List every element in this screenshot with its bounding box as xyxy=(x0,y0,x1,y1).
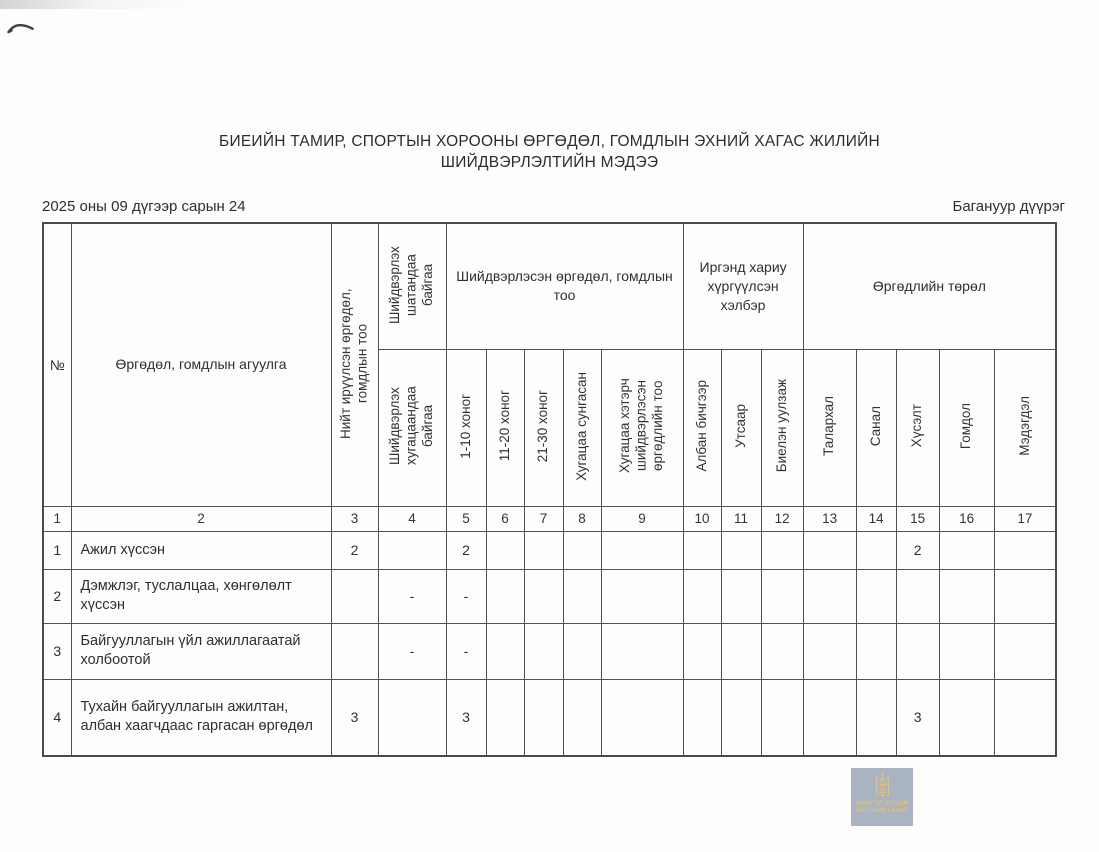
header-sub-gratitude: Талархал xyxy=(803,349,856,506)
column-index-cell: 6 xyxy=(486,506,524,531)
data-cell xyxy=(563,679,601,756)
column-index-cell: 7 xyxy=(524,506,563,531)
table-row xyxy=(43,623,1056,679)
data-cell xyxy=(683,623,721,679)
data-cell xyxy=(563,623,601,679)
data-cell xyxy=(563,569,601,623)
row-content-cell: Байгууллагын үйл ажиллагаатай холбоотой xyxy=(71,623,331,679)
data-cell xyxy=(994,531,1056,569)
header-total: Нийт ирүүлсэн өргөдөл, гомдлын тоо xyxy=(331,223,378,506)
data-cell xyxy=(524,531,563,569)
data-cell: 2 xyxy=(446,531,486,569)
data-cell: - xyxy=(378,569,446,623)
data-cell xyxy=(994,679,1056,756)
data-cell xyxy=(524,569,563,623)
column-index-cell: 17 xyxy=(994,506,1056,531)
data-cell xyxy=(896,569,939,623)
data-cell xyxy=(761,569,803,623)
data-cell xyxy=(563,531,601,569)
row-no-cell: 1 xyxy=(43,531,71,569)
row-no-cell: 2 xyxy=(43,569,71,623)
data-cell xyxy=(856,679,896,756)
report-date: 2025 оны 09 дүгээр сарын 24 xyxy=(42,198,246,215)
header-sub-11-20: 11-20 хоног xyxy=(486,349,524,506)
title-line-2: ШИЙДВЭРЛЭЛТИЙН МЭДЭЭ xyxy=(440,154,659,171)
data-cell xyxy=(939,531,994,569)
data-cell xyxy=(803,569,856,623)
table-row xyxy=(43,531,1056,569)
header-group-resolved: Шийдвэрлэсэн өргөдөл, гомдлын тоо xyxy=(446,223,683,349)
header-sub-1-10: 1-10 хоног xyxy=(446,349,486,506)
header-in-time: Шийдвэрлэх хугацаандаа байгаа xyxy=(378,349,446,506)
row-no-cell: 4 xyxy=(43,679,71,756)
header-sub-overdue: Хугацаа хэтэрч шийдвэрлэсэн өргөдлийн тоо xyxy=(601,349,683,506)
data-cell xyxy=(994,569,1056,623)
data-cell: 3 xyxy=(446,679,486,756)
data-cell xyxy=(896,623,939,679)
column-index-cell: 10 xyxy=(683,506,721,531)
column-index-cell: 5 xyxy=(446,506,486,531)
data-cell xyxy=(486,679,524,756)
data-cell xyxy=(721,569,761,623)
header-group-response: Иргэнд хариу хүргүүлсэн хэлбэр xyxy=(683,223,803,349)
data-cell xyxy=(331,569,378,623)
column-index-cell: 8 xyxy=(563,506,601,531)
header-sub-suggestion: Санал xyxy=(856,349,896,506)
data-cell xyxy=(524,679,563,756)
data-cell xyxy=(939,623,994,679)
data-cell xyxy=(486,569,524,623)
data-cell xyxy=(761,531,803,569)
data-cell xyxy=(683,531,721,569)
soyombo-icon xyxy=(875,772,890,799)
data-cell xyxy=(601,531,683,569)
scan-edge-smudge xyxy=(0,0,190,9)
header-sub-official-letter: Албан бичгээр xyxy=(683,349,721,506)
logo-caption: МОНГОЛ УЛСЫН ЗАСГИЙН ГАЗАР xyxy=(855,801,909,814)
data-cell xyxy=(761,623,803,679)
header-in-process: Шийдвэрлэх шатандаа байгаа xyxy=(378,223,446,349)
government-logo xyxy=(851,768,913,826)
data-cell: - xyxy=(446,623,486,679)
column-index-cell: 11 xyxy=(721,506,761,531)
data-cell xyxy=(601,623,683,679)
title-line-1: БИЕИЙН ТАМИР, СПОРТЫН ХОРООНЫ ӨРГӨДӨЛ, ГОМДЛЫН ЭХНИЙ ХАГАС ЖИЛИЙН xyxy=(219,133,880,150)
data-cell xyxy=(683,679,721,756)
data-cell xyxy=(524,623,563,679)
document-title xyxy=(0,131,1099,173)
data-cell xyxy=(994,623,1056,679)
data-cell: 2 xyxy=(896,531,939,569)
data-cell xyxy=(331,623,378,679)
data-cell xyxy=(683,569,721,623)
pen-mark xyxy=(7,21,37,37)
header-group-type: Өргөдлийн төрөл xyxy=(803,223,1056,349)
header-no: № xyxy=(43,223,71,506)
table-row xyxy=(43,679,1056,756)
column-index-cell: 1 xyxy=(43,506,71,531)
data-cell: - xyxy=(378,623,446,679)
header-sub-complaint: Гомдол xyxy=(939,349,994,506)
data-cell xyxy=(939,569,994,623)
data-cell xyxy=(601,679,683,756)
data-cell xyxy=(856,623,896,679)
table-row xyxy=(43,569,1056,623)
data-cell xyxy=(378,531,446,569)
column-index-cell: 12 xyxy=(761,506,803,531)
column-index-cell: 4 xyxy=(378,506,446,531)
data-cell xyxy=(761,679,803,756)
data-cell: 3 xyxy=(331,679,378,756)
data-cell xyxy=(803,623,856,679)
meta-row xyxy=(42,198,1065,215)
header-sub-notification: Мэдэгдэл xyxy=(994,349,1056,506)
column-numbers-row xyxy=(43,506,1056,531)
data-cell: - xyxy=(446,569,486,623)
data-cell xyxy=(721,679,761,756)
row-content-cell: Дэмжлэг, туслалцаа, хөнгөлөлт хүссэн xyxy=(71,569,331,623)
district-name: Багануур дүүрэг xyxy=(952,198,1065,215)
data-cell xyxy=(721,531,761,569)
data-cell xyxy=(378,679,446,756)
data-cell xyxy=(856,531,896,569)
report-table xyxy=(42,222,1057,757)
row-no-cell: 3 xyxy=(43,623,71,679)
data-cell xyxy=(721,623,761,679)
header-sub-in-person: Биелэн уулзаж xyxy=(761,349,803,506)
data-cell xyxy=(803,531,856,569)
data-cell xyxy=(486,531,524,569)
data-cell xyxy=(803,679,856,756)
column-index-cell: 3 xyxy=(331,506,378,531)
row-content-cell: Тухайн байгууллагын ажилтан, албан хаагчдаас гаргасан өргөдөл xyxy=(71,679,331,756)
data-cell: 3 xyxy=(896,679,939,756)
column-index-cell: 15 xyxy=(896,506,939,531)
data-cell xyxy=(601,569,683,623)
header-content: Өргөдөл, гомдлын агуулга xyxy=(71,223,331,506)
data-cell xyxy=(856,569,896,623)
column-index-cell: 14 xyxy=(856,506,896,531)
header-sub-21-30: 21-30 хоног xyxy=(524,349,563,506)
data-cell xyxy=(486,623,524,679)
column-index-cell: 9 xyxy=(601,506,683,531)
column-index-cell: 2 xyxy=(71,506,331,531)
data-cell: 2 xyxy=(331,531,378,569)
column-index-cell: 16 xyxy=(939,506,994,531)
header-sub-request: Хүсэлт xyxy=(896,349,939,506)
header-sub-phone: Утсаар xyxy=(721,349,761,506)
data-cell xyxy=(939,679,994,756)
column-index-cell: 13 xyxy=(803,506,856,531)
header-sub-extended: Хугацаа сунгасан xyxy=(563,349,601,506)
row-content-cell: Ажил хүссэн xyxy=(71,531,331,569)
